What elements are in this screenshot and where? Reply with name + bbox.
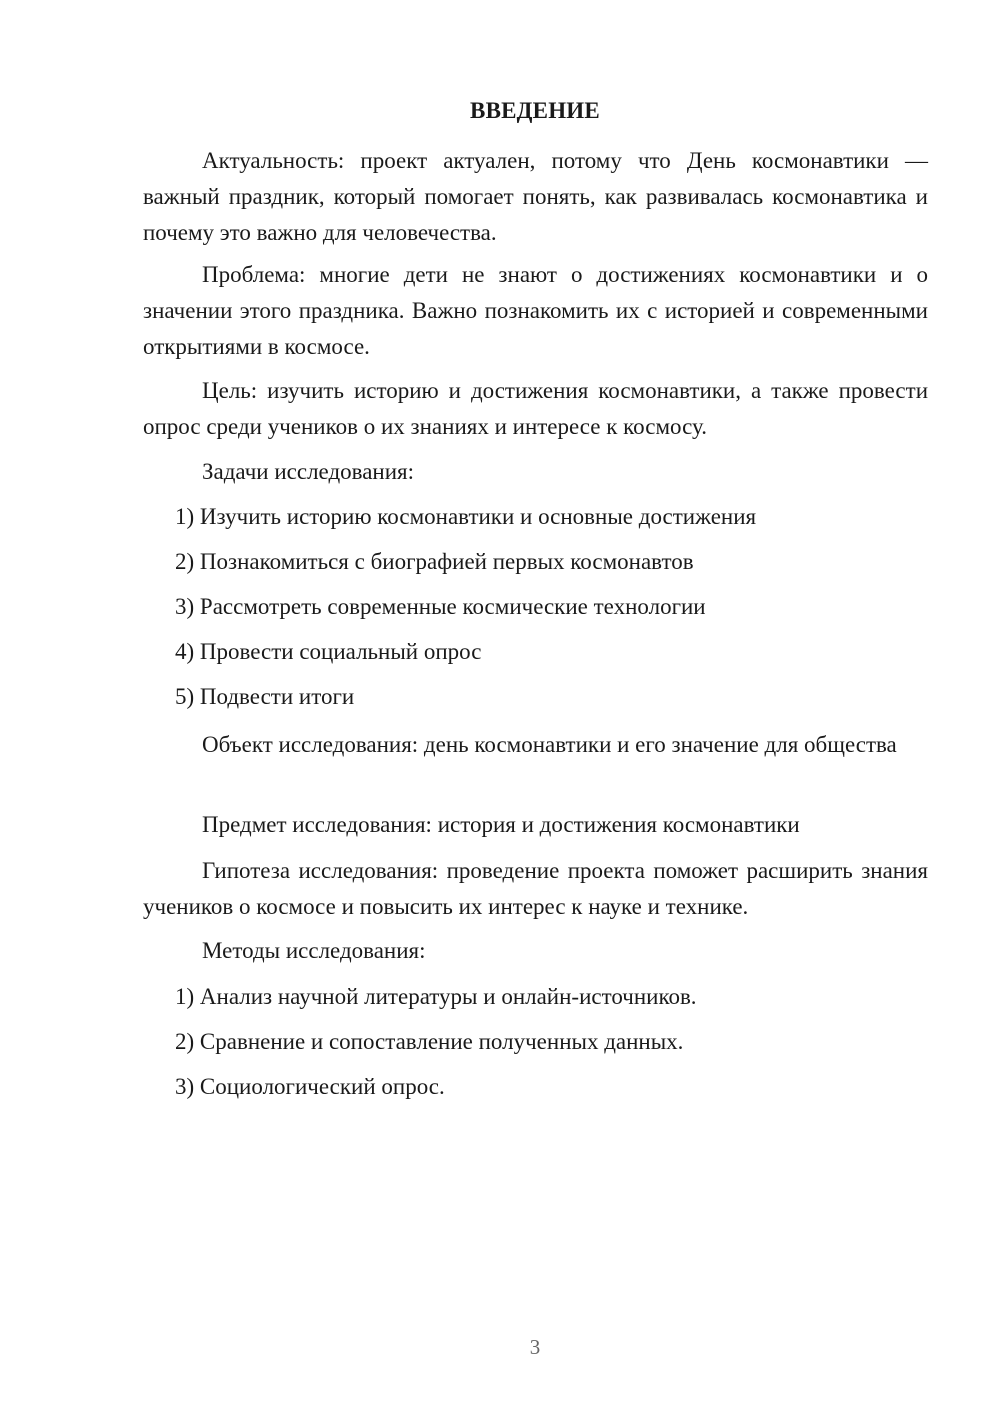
object-text: Объект исследования: день космонавтики и его значение для общества <box>202 732 897 757</box>
task-item: 3) Рассмотреть современные космические технологии <box>175 594 706 619</box>
problem-paragraph <box>143 257 928 365</box>
method-item: 2) Сравнение и сопоставление полученных данных. <box>175 1029 684 1054</box>
method-item: 1) Анализ научной литературы и онлайн-источников. <box>175 984 697 1009</box>
task-item: 5) Подвести итоги <box>175 684 355 709</box>
subject-text: Предмет исследования: история и достижения космонавтики <box>202 812 800 837</box>
task-item: 4) Провести социальный опрос <box>175 639 482 664</box>
hypothesis-text: Гипотеза исследования: проведение проекта поможет расширить знания учеников о космосе и повысить их интерес к науке и технике. <box>143 858 928 919</box>
task-item: 1) Изучить историю космонавтики и основные достижения <box>175 504 757 529</box>
relevance-text: Актуальность: проект актуален, потому что День космонавтики — важный праздник, который помогает понять, как развивалась космонавтика и почему это важно для человечества. <box>143 148 928 245</box>
subject-paragraph <box>143 807 928 843</box>
tasks-heading <box>143 454 928 490</box>
relevance-paragraph <box>143 143 928 251</box>
method-item: 3) Социологический опрос. <box>175 1074 445 1099</box>
methods-heading-text: Методы исследования: <box>202 938 426 963</box>
hypothesis-paragraph <box>143 853 928 925</box>
section-title: ВВЕДЕНИЕ <box>470 98 600 123</box>
task-item: 2) Познакомиться с биографией первых космонавтов <box>175 549 694 574</box>
problem-text: Проблема: многие дети не знают о достижениях космонавтики и о значении этого праздника. Важно познакомить их с историей и современными открытиями в космосе. <box>143 262 928 359</box>
tasks-heading-text: Задачи исследования: <box>202 459 415 484</box>
goal-paragraph <box>143 373 928 445</box>
page-number: 3 <box>529 1335 541 1359</box>
object-paragraph <box>143 727 928 763</box>
goal-text: Цель: изучить историю и достижения космонавтики, а также провести опрос среди учеников о их знаниях и интересе к космосу. <box>143 378 928 439</box>
methods-heading <box>143 933 928 969</box>
